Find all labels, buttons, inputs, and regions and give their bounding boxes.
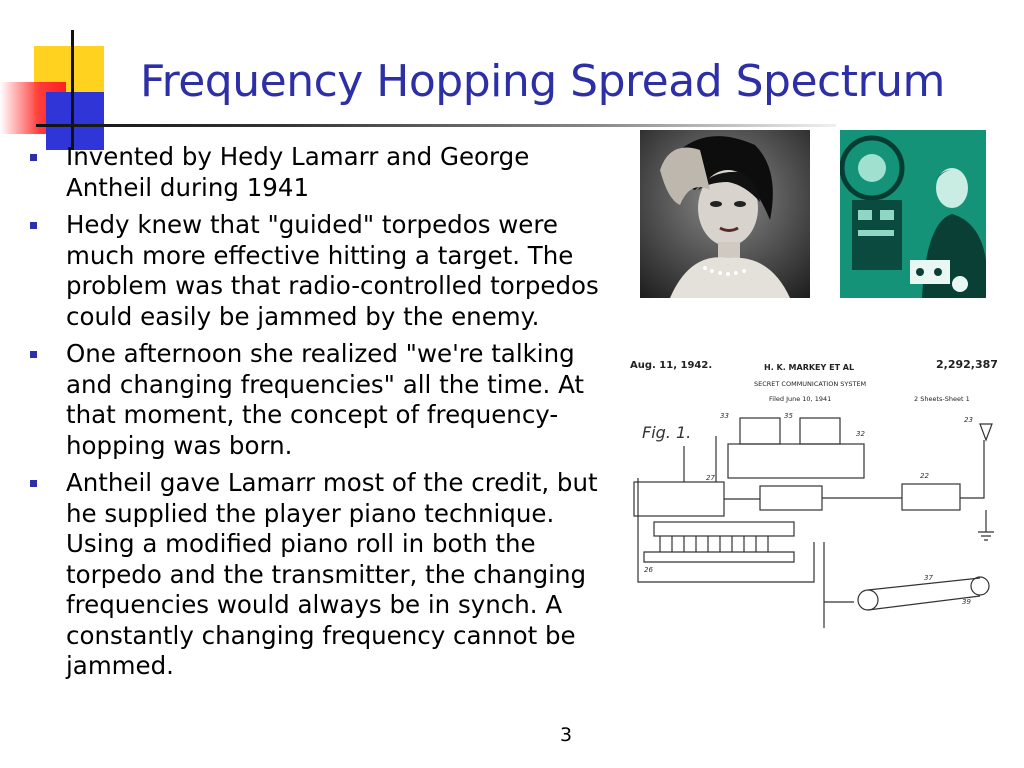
- patent-figure-label: Fig. 1.: [642, 423, 692, 442]
- patent-date: Aug. 11, 1942.: [630, 360, 713, 371]
- patent-filed: Filed June 10, 1941: [769, 395, 832, 403]
- patent-number: 2,292,387: [936, 358, 998, 371]
- patent-inventors: H. K. MARKEY ET AL: [764, 363, 855, 372]
- page-number: 3: [560, 724, 573, 746]
- title-underline: [36, 124, 836, 127]
- list-item: [26, 468, 616, 682]
- bullet-icon: [30, 351, 37, 358]
- list-item: [26, 210, 616, 332]
- bullet-text: Invented by Hedy Lamarr and George Antheil during 1941: [66, 142, 530, 202]
- svg-text:32: 32: [856, 430, 865, 438]
- svg-text:26: 26: [644, 566, 653, 574]
- slide-title: Frequency Hopping Spread Spectrum: [140, 56, 945, 107]
- bullet-text: Antheil gave Lamarr most of the credit, but he supplied the player piano technique. Using a modified piano roll in both the torpedo and the transmitter, the changing frequencies would always be in synch. A constantly changing frequency cannot be jammed.: [66, 468, 598, 680]
- svg-text:27: 27: [706, 474, 715, 482]
- list-item: [26, 142, 616, 203]
- logo-vertical-line: [71, 30, 74, 150]
- svg-text:37: 37: [924, 574, 933, 582]
- bullet-icon: [30, 154, 37, 161]
- svg-text:23: 23: [964, 416, 973, 424]
- svg-text:33: 33: [720, 412, 729, 420]
- patent-drawing: [624, 352, 998, 628]
- bullet-text: One afternoon she realized "we're talking and changing frequencies" all the time. At that moment, the concept of frequency-hopping was born.: [66, 339, 585, 460]
- inventor-photo: [840, 130, 986, 298]
- portrait-photo: [640, 130, 810, 298]
- svg-text:22: 22: [920, 472, 929, 480]
- bullet-icon: [30, 480, 37, 487]
- bullet-text: Hedy knew that "guided" torpedos were much more effective hitting a target. The problem was that radio-controlled torpedos could easily be jammed by the enemy.: [66, 210, 599, 331]
- slide-logo: [0, 30, 140, 150]
- svg-text:35: 35: [784, 412, 793, 420]
- bullet-list: [26, 142, 616, 689]
- patent-sheets: 2 Sheets-Sheet 1: [914, 395, 970, 403]
- svg-text:39: 39: [962, 598, 971, 606]
- list-item: [26, 339, 616, 461]
- patent-system: SECRET COMMUNICATION SYSTEM: [754, 380, 867, 388]
- bullet-icon: [30, 222, 37, 229]
